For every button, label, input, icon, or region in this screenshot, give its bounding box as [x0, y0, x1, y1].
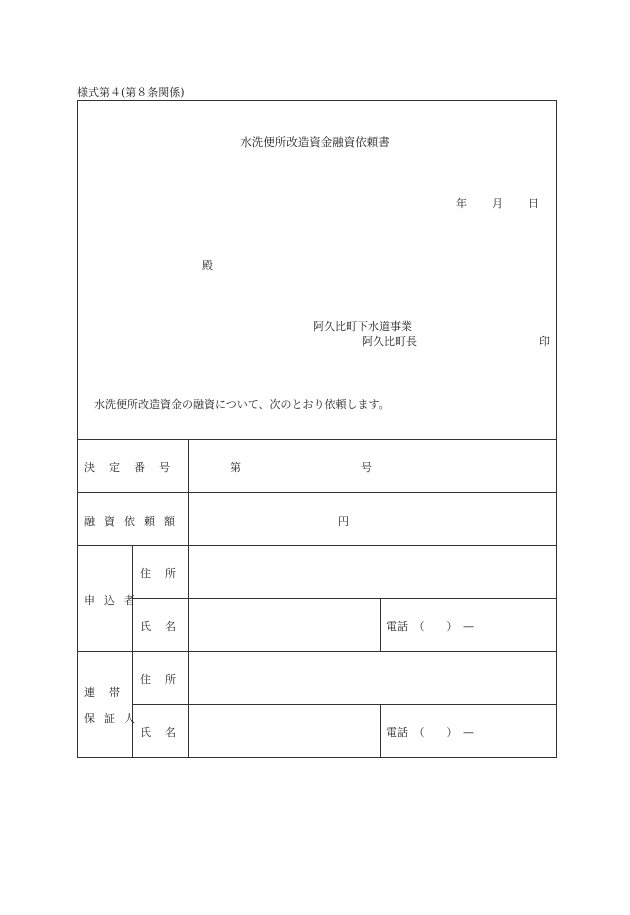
date-year: 年 — [456, 197, 467, 210]
row-divider — [77, 492, 557, 493]
date-day: 日 — [528, 197, 539, 210]
form-frame — [77, 100, 557, 758]
applicant-phone: 電話 （ ） — — [386, 620, 474, 633]
guarantor-name-label: 氏名 — [140, 726, 190, 739]
form-title: 水洗便所改造資金融資依頼書 — [240, 135, 390, 149]
requester-organization: 阿久比町下水道事業 — [313, 320, 412, 333]
decision-number-prefix: 第 — [230, 461, 241, 474]
decision-number-suffix: 号 — [361, 461, 372, 474]
decision-number-label: 決定番号 — [84, 461, 184, 474]
guarantor-address-label: 住所 — [140, 673, 190, 686]
loan-amount-unit: 円 — [338, 515, 349, 528]
applicant-label: 申込者 — [84, 594, 144, 607]
request-body-text: 水洗便所改造資金の融資について、次のとおり依頼します。 — [94, 398, 390, 411]
table-top-border — [77, 439, 557, 440]
guarantor-label-line1: 連帯 — [84, 686, 134, 699]
label-column-divider — [188, 439, 189, 758]
row-divider — [77, 651, 557, 652]
applicant-name-label: 氏名 — [140, 620, 190, 633]
form-number: 様式第４(第８条関係) — [77, 86, 185, 99]
requester-position: 阿久比町長 — [362, 335, 417, 348]
date-month: 月 — [492, 197, 503, 210]
guarantor-label-line2: 保証人 — [84, 712, 144, 725]
row-divider — [132, 704, 557, 705]
phone-column-divider — [380, 704, 381, 758]
seal-mark: 印 — [539, 335, 550, 348]
applicant-address-label: 住所 — [140, 567, 190, 580]
row-divider — [77, 545, 557, 546]
loan-amount-label: 融資依頼額 — [84, 515, 184, 528]
group-column-divider — [132, 545, 133, 758]
row-divider — [132, 598, 557, 599]
addressee-suffix: 殿 — [202, 259, 213, 272]
phone-column-divider — [380, 598, 381, 651]
guarantor-phone: 電話 （ ） — — [386, 726, 474, 739]
